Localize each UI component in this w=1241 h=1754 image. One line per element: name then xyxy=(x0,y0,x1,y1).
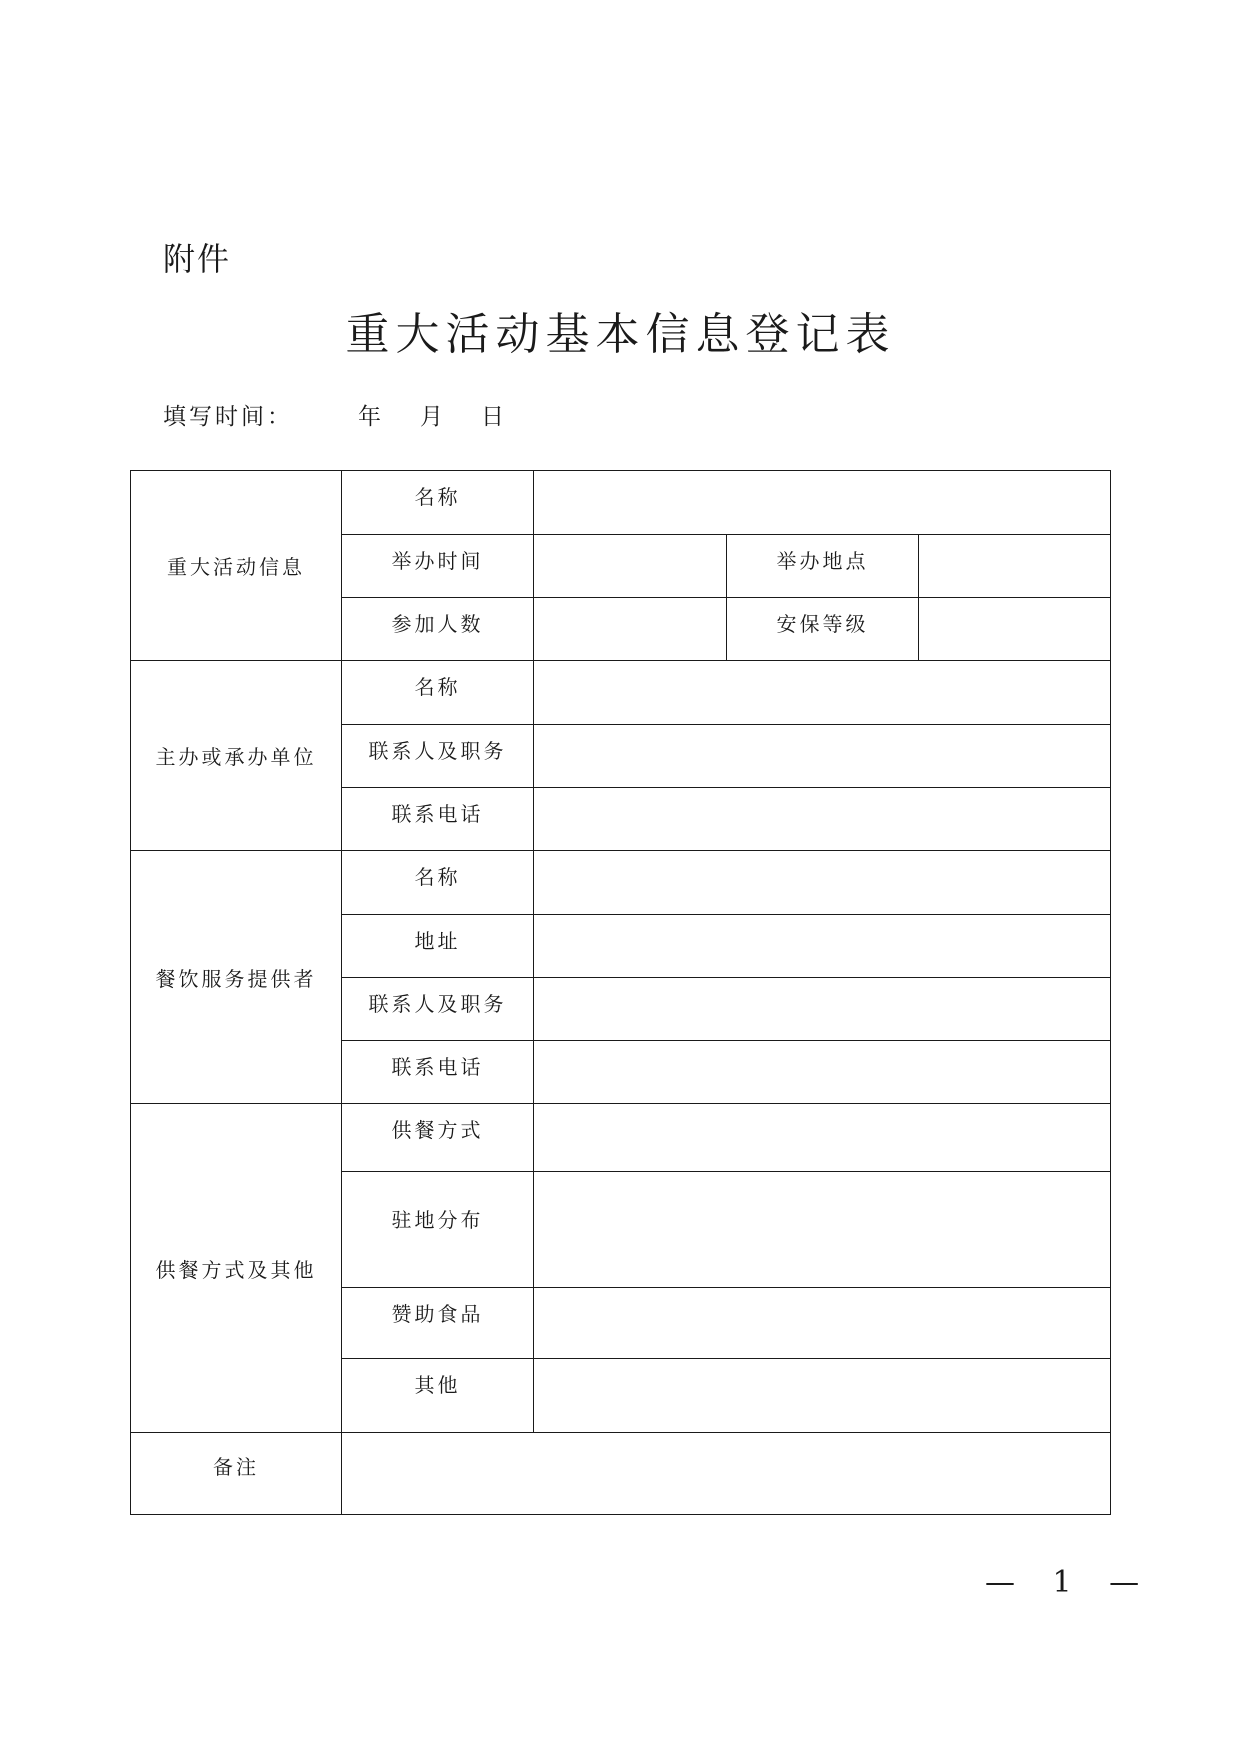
catering-address-label: 地址 xyxy=(342,915,534,978)
catering-contact-label: 联系人及职务 xyxy=(342,978,534,1041)
event-name-label: 名称 xyxy=(342,471,534,535)
remarks-label: 备注 xyxy=(131,1433,342,1515)
event-time-field[interactable] xyxy=(534,535,727,598)
catering-phone-field[interactable] xyxy=(534,1041,1111,1104)
fill-time-label: 填写时间： xyxy=(163,404,293,430)
catering-contact-field[interactable] xyxy=(534,978,1111,1041)
organizer-contact-label: 联系人及职务 xyxy=(342,725,534,788)
fill-time-year: 年 xyxy=(358,404,384,430)
event-name-field[interactable] xyxy=(534,471,1111,535)
event-place-label: 举办地点 xyxy=(727,535,919,598)
registration-table xyxy=(130,470,1111,1515)
event-attendees-label: 参加人数 xyxy=(342,598,534,661)
event-time-label: 举办时间 xyxy=(342,535,534,598)
organizer-name-field[interactable] xyxy=(534,661,1111,725)
organizer-name-label: 名称 xyxy=(342,661,534,725)
organizer-group: 主办或承办单位 xyxy=(131,661,342,851)
supply-other-field[interactable] xyxy=(534,1359,1111,1433)
event-place-field[interactable] xyxy=(919,535,1111,598)
organizer-phone-field[interactable] xyxy=(534,788,1111,851)
catering-name-field[interactable] xyxy=(534,851,1111,915)
fill-time-day: 日 xyxy=(481,404,507,430)
catering-group: 餐饮服务提供者 xyxy=(131,851,342,1104)
supply-distribution-label: 驻地分布 xyxy=(342,1172,534,1288)
fill-time-month: 月 xyxy=(420,404,446,430)
catering-name-label: 名称 xyxy=(342,851,534,915)
supply-method-label: 供餐方式 xyxy=(342,1104,534,1172)
remarks-field[interactable] xyxy=(342,1433,1111,1515)
supply-sponsored-label: 赞助食品 xyxy=(342,1288,534,1359)
event-security-label: 安保等级 xyxy=(727,598,919,661)
event-security-field[interactable] xyxy=(919,598,1111,661)
supply-distribution-field[interactable] xyxy=(534,1172,1111,1288)
supply-other-label: 其他 xyxy=(342,1359,534,1433)
catering-address-field[interactable] xyxy=(534,915,1111,978)
supply-group: 供餐方式及其他 xyxy=(131,1104,342,1433)
catering-phone-label: 联系电话 xyxy=(342,1041,534,1104)
supply-sponsored-field[interactable] xyxy=(534,1288,1111,1359)
form-title: 重大活动基本信息登记表 xyxy=(345,309,896,360)
supply-method-field[interactable] xyxy=(534,1104,1111,1172)
event-attendees-field[interactable] xyxy=(534,598,727,661)
organizer-contact-field[interactable] xyxy=(534,725,1111,788)
event-info-group: 重大活动信息 xyxy=(131,471,342,661)
organizer-phone-label: 联系电话 xyxy=(342,788,534,851)
page-number: — 1 — xyxy=(985,1565,1154,1600)
attachment-label: 附件 xyxy=(163,240,232,278)
